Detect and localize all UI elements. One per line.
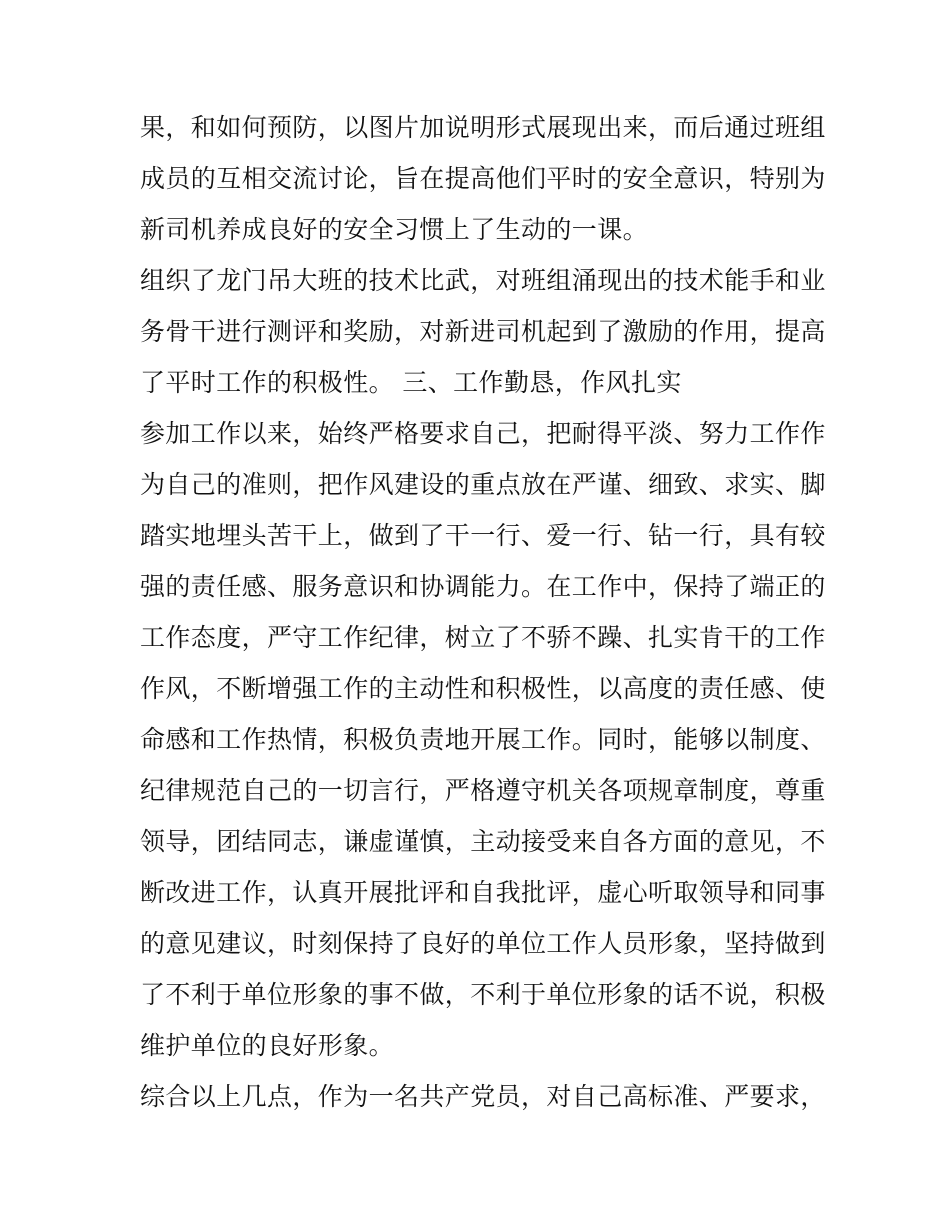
text-line: 命感和工作热情，积极负责地开展工作。同时，能够以制度、 [140,725,826,754]
text-line: 踏实地埋头苦干上，做到了干一行、爱一行、钻一行，具有较 [140,521,826,550]
text-line: 综合以上几点，作为一名共产党员，对自己高标准、严要求， [140,1082,826,1111]
text-line: 了不利于单位形象的事不做，不利于单位形象的话不说，积极 [140,980,826,1009]
document-body [140,102,826,1122]
text-line: 新司机养成良好的安全习惯上了生动的一课。 [140,215,649,244]
text-line: 的意见建议，时刻保持了良好的单位工作人员形象，坚持做到 [140,929,826,958]
text-line: 纪律规范自己的一切言行，严格遵守机关各项规章制度，尊重 [140,776,826,805]
text-line: 果，和如何预防，以图片加说明形式展现出来，而后通过班组 [140,113,826,142]
text-line: 了平时工作的积极性。 三、工作勤恳，作风扎实 [140,368,682,397]
text-line: 成员的互相交流讨论，旨在提高他们平时的安全意识，特别为 [140,164,826,193]
text-line: 参加工作以来，始终严格要求自己，把耐得平淡、努力工作作 [140,419,826,448]
text-line: 领导，团结同志，谦虚谨慎，主动接受来自各方面的意见，不 [140,827,826,856]
text-line: 强的责任感、服务意识和协调能力。在工作中，保持了端正的 [140,572,826,601]
text-line: 务骨干进行测评和奖励，对新进司机起到了激励的作用，提高 [140,317,826,346]
text-line: 维护单位的良好形象。 [140,1031,395,1060]
text-line: 作风，不断增强工作的主动性和积极性，以高度的责任感、使 [140,674,826,703]
text-line: 断改进工作，认真开展批评和自我批评，虚心听取领导和同事 [140,878,826,907]
text-line: 工作态度，严守工作纪律，树立了不骄不躁、扎实肯干的工作 [140,623,826,652]
text-line: 为自己的准则，把作风建设的重点放在严谨、细致、求实、脚 [140,470,826,499]
text-line: 组织了龙门吊大班的技术比武，对班组涌现出的技术能手和业 [140,266,826,295]
